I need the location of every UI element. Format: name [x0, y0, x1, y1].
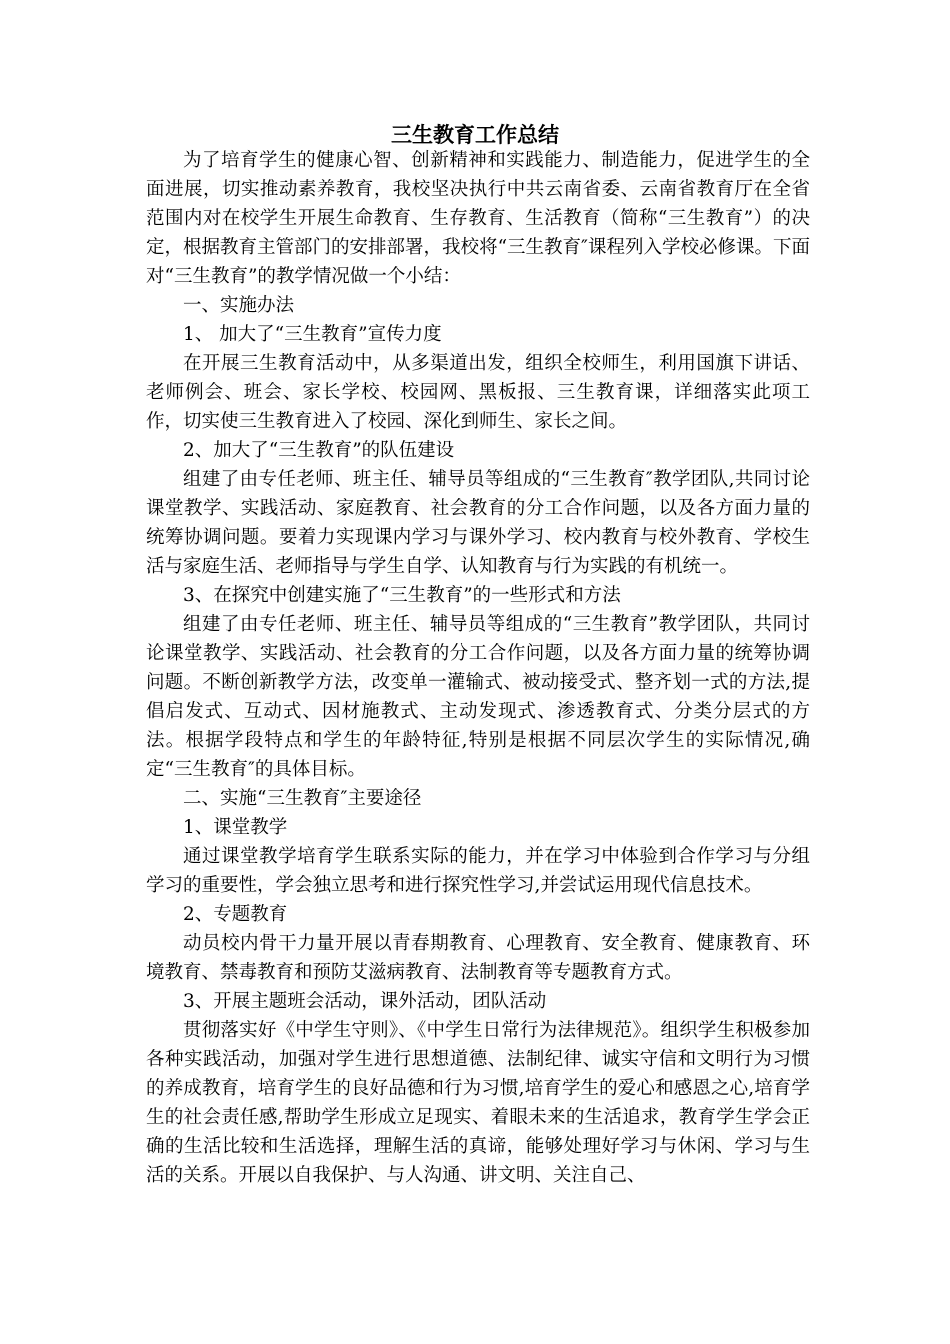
- subheading-2-3: 3、开展主题班会活动，课外活动，团队活动: [183, 991, 547, 1012]
- subheading-1-2: 2、加大了“三生教育”的队伍建设: [183, 440, 455, 461]
- paragraph-1-3: 组建了由专任老师、班主任、辅导员等组成的“三生教育”教学团队，共同讨论课堂教学、实践活动、社会教育的分工合作问题，以及各方面力量的统筹协调问题。不断创新教学方法，改变单一灌输式、被动接受式、整齐划一式的方法,提倡启发式、互动式、因材施教式、主动发现式、渗透教育式、分类分层式的方法。根据学段特点和学生的年龄特征,特别是根据不同层次学生的实际情况,确定“三生教育″的具体目标。: [146, 614, 810, 780]
- paragraph-2-2: 动员校内骨干力量开展以青春期教育、心理教育、安全教育、健康教育、环境教育、禁毒教育和预防艾滋病教育、法制教育等专题教育方式。: [146, 933, 810, 983]
- subheading-2-1: 1、课堂教学: [183, 817, 288, 838]
- heading-section-1: 一、实施办法: [183, 295, 295, 316]
- subheading-1-3: 3、在探究中创建实施了“三生教育”的一些形式和方法: [183, 585, 621, 606]
- paragraph-1-2: 组建了由专任老师、班主任、辅导员等组成的“三生教育″教学团队,共同讨论课堂教学、实践活动、家庭教育、社会教育的分工合作问题，以及各方面力量的统筹协调问题。要着力实现课内学习与课外学习、校内教育与校外教育、学校生活与家庭生活、老师指导与学生自学、认知教育与行为实践的有机统一。: [146, 469, 810, 577]
- heading-section-2: 二、实施“三生教育″主要途径: [183, 788, 422, 809]
- paragraph-2-1: 通过课堂教学培育学生联系实际的能力，并在学习中体验到合作学习与分组学习的重要性，学会独立思考和进行探究性学习,并尝试运用现代信息技术。: [146, 846, 810, 896]
- paragraph-2-3: 贯彻落实好《中学生守则》、《中学生日常行为法律规范》。组织学生积极参加各种实践活动，加强对学生进行思想道德、法制纪律、诚实守信和文明行为习惯的养成教育，培育学生的良好品德和行为习惯,培育学生的爱心和感恩之心,培育学生的社会责任感,帮助学生形成立足现实、着眼未来的生活追求，教育学生学会正确的生活比较和生活选择，理解生活的真谛，能够处理好学习与休闲、学习与生活的关系。开展以自我保护、与人沟通、讲文明、关注自己、: [146, 1020, 810, 1186]
- paragraph-1-1: 在开展三生教育活动中，从多渠道出发，组织全校师生，利用国旗下讲话、老师例会、班会、家长学校、校园网、黑板报、三生教育课，详细落实此项工作，切实使三生教育进入了校园、深化到师生、家长之间。: [146, 353, 810, 432]
- paragraph-intro: 为了培育学生的健康心智、创新精神和实践能力、制造能力，促进学生的全面进展，切实推动素养教育，我校坚决执行中共云南省委、云南省教育厅在全省范围内对在校学生开展生命教育、生存教育、生活教育（简称“三生教育”）的决定，根据教育主管部门的安排部署，我校将“三生教育″课程列入学校必修课。下面对“三生教育”的教学情况做一个小结：: [146, 150, 810, 287]
- subheading-1-1: 1、 加大了“三生教育”宣传力度: [183, 324, 442, 345]
- subheading-2-2: 2、专题教育: [183, 904, 288, 925]
- document-body: [146, 146, 810, 1190]
- page-title: 三生教育工作总结: [391, 123, 559, 147]
